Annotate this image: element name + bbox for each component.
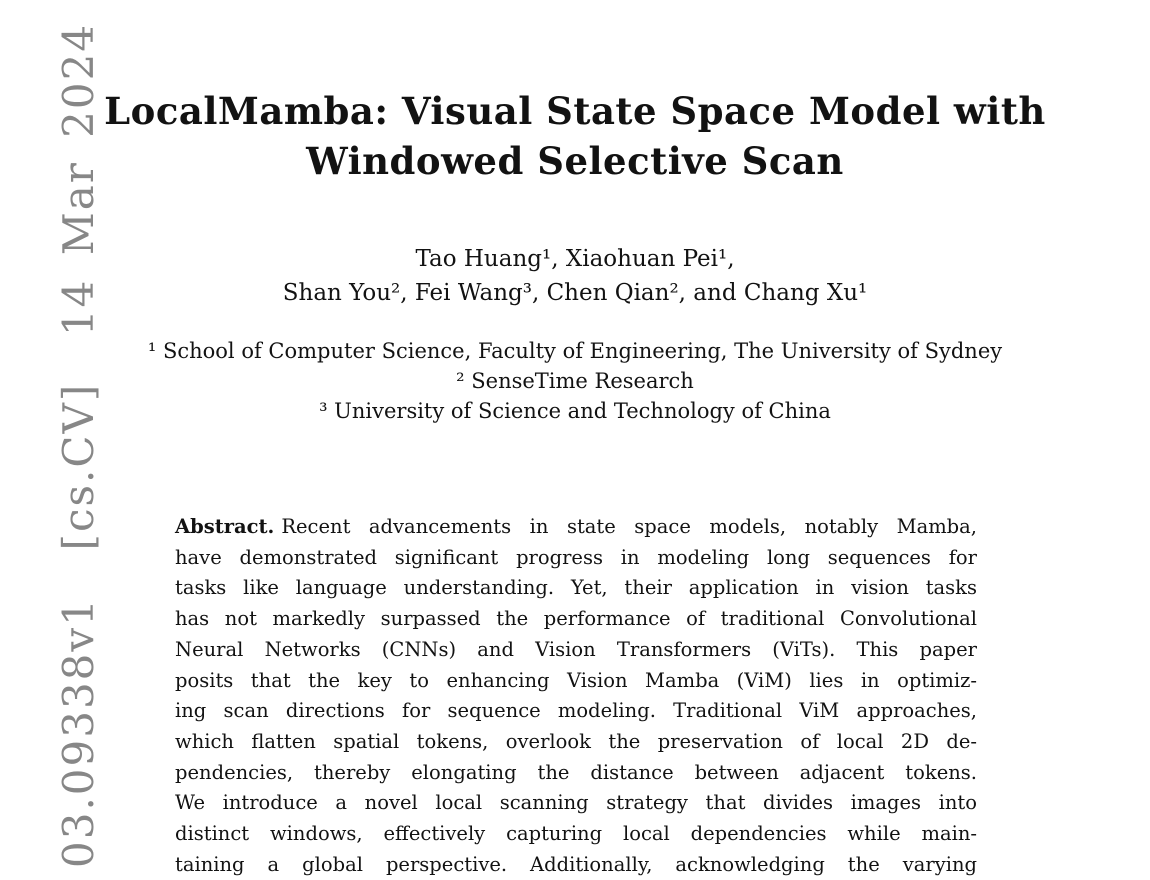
abstract-block xyxy=(175,512,977,880)
abstract-line: ing scan directions for sequence modeling. Traditional ViM approaches, xyxy=(175,699,977,723)
abstract-line: Neural Networks (CNNs) and Vision Transformers (ViTs). This paper xyxy=(175,637,977,661)
abstract-lines xyxy=(175,543,977,880)
affiliation-item: ¹ School of Computer Science, Faculty of Engineering, The University of Sydney xyxy=(147,339,1003,363)
paper-title xyxy=(0,86,1150,186)
authors-line1: Tao Huang¹, Xiaohuan Pei¹, xyxy=(415,246,735,272)
abstract-line: tasks like language understanding. Yet, their application in vision tasks xyxy=(175,576,977,600)
abstract-first-line xyxy=(175,512,977,543)
arxiv-watermark: 03.09338v1 [cs.CV] 14 Mar 2024 xyxy=(54,22,103,868)
authors-line2: Shan You², Fei Wang³, Chen Qian², and Chang Xu¹ xyxy=(282,280,868,306)
abstract-line: pendencies, thereby elongating the distance between adjacent tokens. xyxy=(175,760,977,784)
affiliation-item: ² SenseTime Research xyxy=(456,369,694,393)
abstract-line: have demonstrated significant progress in modeling long sequences for xyxy=(175,545,977,569)
abstract-label: Abstract. xyxy=(175,515,275,538)
affiliations-block xyxy=(0,336,1150,426)
authors-block xyxy=(0,242,1150,310)
abstract-line: which flatten spatial tokens, overlook the preservation of local 2D de- xyxy=(175,729,977,753)
abstract-line: taining a global perspective. Additionally, acknowledging the varying xyxy=(175,852,977,876)
abstract-line: distinct windows, effectively capturing local dependencies while main- xyxy=(175,822,977,846)
paper-title-line2: Windowed Selective Scan xyxy=(306,139,844,183)
abstract-first-line-text: Recent advancements in state space models, notably Mamba, xyxy=(281,515,977,538)
abstract-line: has not markedly surpassed the performance of traditional Convolutional xyxy=(175,607,977,631)
abstract-line: We introduce a novel local scanning strategy that divides images into xyxy=(175,791,977,815)
affiliation-item: ³ University of Science and Technology of China xyxy=(319,399,831,423)
paper-title-line1: LocalMamba: Visual State Space Model with xyxy=(104,89,1046,133)
abstract-line: posits that the key to enhancing Vision Mamba (ViM) lies in optimiz- xyxy=(175,668,977,692)
